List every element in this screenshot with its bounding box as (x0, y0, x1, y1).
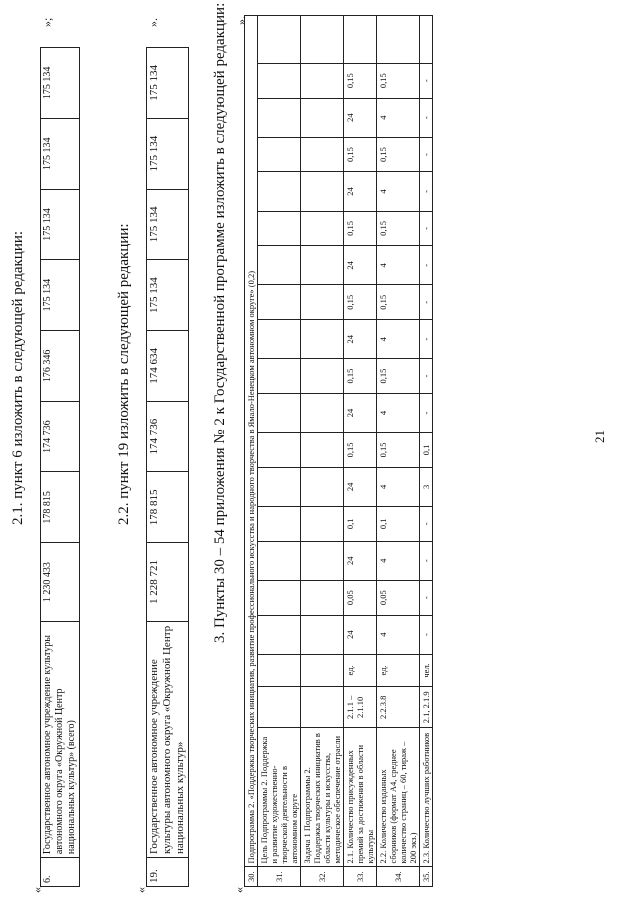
value-cell: 0,15 (344, 63, 377, 98)
indicator-code: 2.1.1 – 2.1.10 (344, 687, 377, 728)
value-cell: 0,05 (344, 580, 377, 615)
value-cell (301, 63, 344, 98)
value-cell: 0,15 (377, 433, 420, 468)
value-cell: 4 (377, 541, 420, 580)
value-cell: - (420, 541, 433, 580)
value-cell: - (420, 137, 433, 172)
value-cell: - (420, 211, 433, 246)
value-cell (301, 285, 344, 320)
value-cell: 0,1 (344, 506, 377, 541)
quote-close-3: ». (234, 16, 248, 25)
value-cell: 176 346 (41, 331, 80, 402)
value-cell: 0,15 (377, 285, 420, 320)
table-items-30-35 (244, 15, 433, 887)
table-row (344, 16, 377, 887)
table-row (258, 16, 301, 887)
value-cell (258, 467, 301, 506)
indicator-unit: ед. (344, 654, 377, 687)
value-cell: 24 (344, 98, 377, 137)
value-cell (301, 320, 344, 359)
table-item-19 (146, 47, 189, 887)
value-cell: 175 134 (147, 48, 189, 119)
value-cell: 24 (344, 393, 377, 432)
row-number: 32. (301, 867, 344, 887)
value-cell: - (420, 63, 433, 98)
quote-close-1: »; (40, 17, 54, 27)
value-cell: 174 634 (147, 331, 189, 402)
table-row (41, 48, 80, 887)
table-row (377, 16, 420, 887)
page-number: 21 (592, 430, 607, 443)
value-cell (301, 506, 344, 541)
value-cell: 0,15 (377, 211, 420, 246)
value-cell (420, 16, 433, 64)
value-cell: 175 134 (147, 118, 189, 189)
value-cell: - (420, 506, 433, 541)
value-cell (301, 580, 344, 615)
value-cell: 0,15 (377, 63, 420, 98)
value-cell: 0,15 (344, 211, 377, 246)
value-cell: 175 134 (41, 48, 80, 119)
table-row (301, 16, 344, 887)
value-cell (258, 320, 301, 359)
value-cell (258, 211, 301, 246)
section-2-2-heading: 2.2. пункт 19 изложить в следующей редакции: (116, 223, 132, 525)
row-number: 33. (344, 867, 377, 887)
row-number: 31. (258, 867, 301, 887)
value-cell: 0,15 (344, 285, 377, 320)
value-cell: 24 (344, 541, 377, 580)
value-cell (258, 615, 301, 654)
value-cell: 0,15 (377, 137, 420, 172)
value-cell: 24 (344, 467, 377, 506)
value-cell (301, 541, 344, 580)
value-cell: 178 815 (41, 472, 80, 543)
table-row (245, 16, 258, 887)
value-cell (258, 137, 301, 172)
quote-open-1: « (30, 887, 44, 893)
value-cell: 0,15 (344, 433, 377, 468)
value-cell: 0,15 (344, 137, 377, 172)
value-cell: 4 (377, 615, 420, 654)
table-row (420, 16, 433, 887)
value-cell: 4 (377, 467, 420, 506)
value-cell (258, 580, 301, 615)
value-cell: - (420, 285, 433, 320)
value-cell: 24 (344, 172, 377, 211)
indicator-name: 2.3. Количество лучших работников (420, 728, 433, 867)
value-cell (301, 393, 344, 432)
value-cell: 0,1 (377, 506, 420, 541)
value-cell (258, 506, 301, 541)
quote-close-2: ». (146, 18, 160, 27)
subprogram-title: Подпрограмма 2. «Поддержка творческих инициатив, развитие профессионального искусства и народного творчества в Ямало-Ненецком автономном округе» (0,2) (245, 16, 258, 867)
indicator-name: 2.1. Количество присужденных премий за достижения в области культуры (344, 728, 377, 867)
indicator-unit: ед. (377, 654, 420, 687)
quote-open-2: « (134, 887, 148, 893)
value-cell (258, 172, 301, 211)
value-cell: 3 (420, 467, 433, 506)
value-cell (301, 433, 344, 468)
row-number: 35. (420, 867, 433, 887)
value-cell: 175 134 (41, 189, 80, 260)
value-cell: - (420, 172, 433, 211)
value-cell: - (420, 359, 433, 394)
value-cell: 0,05 (377, 580, 420, 615)
value-cell: 1 228 721 (147, 543, 189, 622)
value-cell: - (420, 615, 433, 654)
value-cell: 175 134 (147, 189, 189, 260)
value-cell: 174 736 (41, 401, 80, 472)
table-row (147, 48, 189, 887)
value-cell (301, 137, 344, 172)
value-cell (301, 467, 344, 506)
indicator-unit (258, 654, 301, 687)
value-cell: - (420, 393, 433, 432)
value-cell (258, 16, 301, 64)
value-cell: 4 (377, 393, 420, 432)
value-cell (258, 393, 301, 432)
value-cell: 175 134 (147, 260, 189, 331)
value-cell: - (420, 580, 433, 615)
indicator-code (258, 687, 301, 728)
section-2-1-heading: 2.1. пункт 6 изложить в следующей редакции: (10, 230, 26, 525)
value-cell: 4 (377, 172, 420, 211)
section-3-heading: 3. Пункты 30 – 54 приложения № 2 к Государственной программе изложить в следующей редакции: (212, 2, 228, 643)
value-cell (301, 211, 344, 246)
value-cell (301, 98, 344, 137)
row-name: Государственное автономное учреждение культуры автономного округа «Окружной Центр национальных культур» (147, 621, 189, 857)
indicator-code: 2.2.3.8 (377, 687, 420, 728)
value-cell: - (420, 246, 433, 285)
value-cell: 24 (344, 246, 377, 285)
value-cell (258, 63, 301, 98)
value-cell: 24 (344, 320, 377, 359)
indicator-name: Задача 1 Подпрограммы 2. Поддержка творческих инициатив в области культуры и искусства, методическое обеспечение отрасли (301, 728, 344, 867)
row-number: 6. (41, 858, 80, 887)
value-cell (258, 246, 301, 285)
value-cell: 0,1 (420, 433, 433, 468)
value-cell (377, 16, 420, 64)
value-cell (258, 98, 301, 137)
indicator-unit (301, 654, 344, 687)
value-cell (344, 16, 377, 64)
value-cell: 174 736 (147, 401, 189, 472)
value-cell: 4 (377, 320, 420, 359)
value-cell (258, 359, 301, 394)
row-number: 19. (147, 858, 189, 887)
indicator-code: 2.1, 2.1.9 (420, 687, 433, 728)
value-cell: 175 134 (41, 118, 80, 189)
value-cell: - (420, 98, 433, 137)
indicator-code (301, 687, 344, 728)
indicator-name: Цель Подпрограммы 2. Поддержка и развитие художественно-творческой деятельности в автономном округе (258, 728, 301, 867)
value-cell (258, 285, 301, 320)
quote-open-3: « (232, 887, 246, 893)
indicator-unit: чел. (420, 654, 433, 687)
value-cell: 24 (344, 615, 377, 654)
row-number: 34. (377, 867, 420, 887)
value-cell (301, 359, 344, 394)
value-cell: 178 815 (147, 472, 189, 543)
value-cell: 0,15 (344, 359, 377, 394)
row-number: 30. (245, 867, 258, 887)
table-item-6 (40, 47, 80, 887)
row-name: Государственное автономное учреждение культуры автономного округа «Окружной Центр национальных культур» (всего) (41, 621, 80, 857)
value-cell: 0,15 (377, 359, 420, 394)
indicator-name: 2.2. Количество изданных сборников (формат А4, среднее количество страниц – 60, тираж – 200 экз.) (377, 728, 420, 867)
value-cell (258, 541, 301, 580)
value-cell (301, 615, 344, 654)
value-cell (301, 16, 344, 64)
value-cell: 4 (377, 246, 420, 285)
value-cell: 1 230 433 (41, 543, 80, 622)
value-cell: - (420, 320, 433, 359)
value-cell (301, 172, 344, 211)
value-cell: 4 (377, 98, 420, 137)
value-cell (258, 433, 301, 468)
value-cell: 175 134 (41, 260, 80, 331)
value-cell (301, 246, 344, 285)
